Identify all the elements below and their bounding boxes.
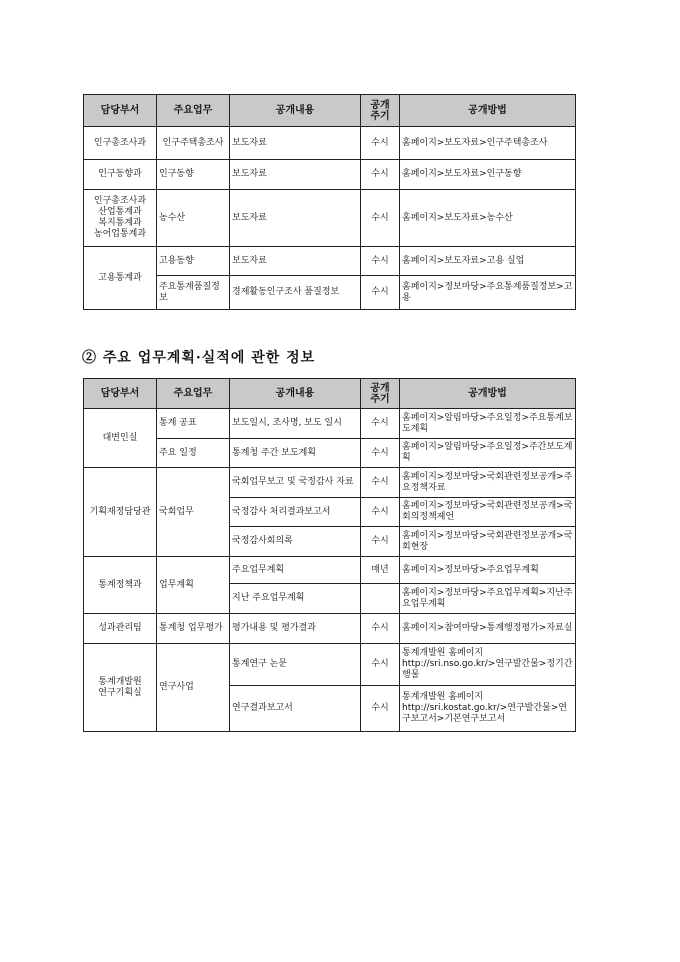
cycle-cell: 수시 [361, 276, 400, 310]
method-cell: 홈페이지>정보마당>국회관련정보공개>국회의정책제언 [400, 498, 576, 527]
dept-cell: 인구총조사과 산업통계과 복지통계과 농어업통계과 [84, 190, 157, 247]
method-cell: 통계개발원 홈페이지 http://sri.nso.go.kr/>연구발간물>정기간행물 [400, 644, 576, 686]
content-cell: 보도일시, 조사명, 보도 일시 [230, 409, 361, 439]
header-dept: 담당부서 [84, 95, 157, 127]
table-row [84, 644, 576, 686]
header-dept: 담당부서 [84, 379, 157, 409]
content-cell: 보도자료 [230, 160, 361, 190]
dept-cell: 성과관리팀 [84, 614, 157, 644]
method-cell: 홈페이지>정보마당>국회관련정보공개>국회현장 [400, 527, 576, 557]
cycle-cell: 수시 [361, 468, 400, 498]
dept-cell: 인구동향과 [84, 160, 157, 190]
table-row [84, 557, 576, 584]
header-task: 주요업무 [157, 95, 230, 127]
header-content: 공개내용 [230, 95, 361, 127]
cycle-cell: 매년 [361, 557, 400, 584]
content-cell: 국회업무보고 및 국정감사 자료 [230, 468, 361, 498]
header-method: 공개방법 [400, 95, 576, 127]
task-cell: 통계 공표 [157, 409, 230, 439]
cycle-cell: 수시 [361, 614, 400, 644]
dept-cell: 인구총조사과 [84, 127, 157, 160]
dept-cell: 통계정책과 [84, 557, 157, 614]
task-cell: 인구주택총조사 [157, 127, 230, 160]
public-info-table-2 [83, 378, 576, 732]
content-cell: 보도자료 [230, 190, 361, 247]
content-cell: 주요업무계획 [230, 557, 361, 584]
task-cell: 국회업무 [157, 468, 230, 557]
content-cell: 경제활동인구조사 품질정보 [230, 276, 361, 310]
method-cell: 홈페이지>보도자료>농수산 [400, 190, 576, 247]
method-cell: 홈페이지>정보마당>국회관련정보공개>주요정책자료 [400, 468, 576, 498]
method-cell: 홈페이지>보도자료>고용 실업 [400, 247, 576, 276]
cycle-cell [361, 584, 400, 614]
table-row [84, 409, 576, 439]
cycle-cell: 수시 [361, 644, 400, 686]
cycle-cell: 수시 [361, 527, 400, 557]
cycle-cell: 수시 [361, 160, 400, 190]
method-cell: 홈페이지>정보마당>주요업무계획>지난주요업무계획 [400, 584, 576, 614]
task-cell: 농수산 [157, 190, 230, 247]
table-row [84, 439, 576, 468]
dept-cell: 고용통계과 [84, 247, 157, 310]
content-cell: 연구결과보고서 [230, 686, 361, 732]
method-cell: 홈페이지>보도자료>인구동향 [400, 160, 576, 190]
content-cell: 통계연구 논문 [230, 644, 361, 686]
table-row [84, 190, 576, 247]
task-cell: 연구사업 [157, 644, 230, 732]
table-row [84, 160, 576, 190]
table-row [84, 247, 576, 276]
method-cell: 홈페이지>정보마당>주요업무계획 [400, 557, 576, 584]
task-cell: 고용동향 [157, 247, 230, 276]
method-cell: 통계개발원 홈페이지 http://sri.kostat.go.kr/>연구발간물>연구보고서>기본연구보고서 [400, 686, 576, 732]
content-cell: 국정감사 처리결과보고서 [230, 498, 361, 527]
content-cell: 통계청 주간 보도계획 [230, 439, 361, 468]
cycle-cell: 수시 [361, 686, 400, 732]
task-cell: 주요통계품질정보 [157, 276, 230, 310]
cycle-cell: 수시 [361, 498, 400, 527]
content-cell: 보도자료 [230, 247, 361, 276]
content-cell: 국정감사회의록 [230, 527, 361, 557]
task-cell: 인구동향 [157, 160, 230, 190]
cycle-cell: 수시 [361, 190, 400, 247]
header-content: 공개내용 [230, 379, 361, 409]
header-cycle: 공개 주기 [361, 95, 400, 127]
task-cell: 업무계획 [157, 557, 230, 614]
section-title: ② 주요 업무계획·실적에 관한 정보 [82, 350, 316, 366]
method-cell: 홈페이지>참여마당>통계행정평가>자료실 [400, 614, 576, 644]
table-row [84, 468, 576, 498]
header-cycle: 공개 주기 [361, 379, 400, 409]
cycle-cell: 수시 [361, 247, 400, 276]
task-cell: 주요 일정 [157, 439, 230, 468]
method-cell: 홈페이지>알림마당>주요일정>주요통계보도계획 [400, 409, 576, 439]
method-cell: 홈페이지>알림마당>주요일정>주간보도계획 [400, 439, 576, 468]
header-method: 공개방법 [400, 379, 576, 409]
cycle-cell: 수시 [361, 409, 400, 439]
content-cell: 지난 주요업무계획 [230, 584, 361, 614]
table-row [84, 614, 576, 644]
task-cell: 통계청 업무평가 [157, 614, 230, 644]
header-task: 주요업무 [157, 379, 230, 409]
table-row [84, 127, 576, 160]
cycle-cell: 수시 [361, 439, 400, 468]
content-cell: 보도자료 [230, 127, 361, 160]
content-cell: 평가내용 및 평가결과 [230, 614, 361, 644]
table-row [84, 276, 576, 310]
dept-cell: 대변인실 [84, 409, 157, 468]
public-info-table-1 [83, 94, 576, 310]
method-cell: 홈페이지>보도자료>인구주택총조사 [400, 127, 576, 160]
method-cell: 홈페이지>정보마당>주요통계품질정보>고용 [400, 276, 576, 310]
dept-cell: 기획재정담당관 [84, 468, 157, 557]
cycle-cell: 수시 [361, 127, 400, 160]
dept-cell: 통계개발원 연구기획실 [84, 644, 157, 732]
